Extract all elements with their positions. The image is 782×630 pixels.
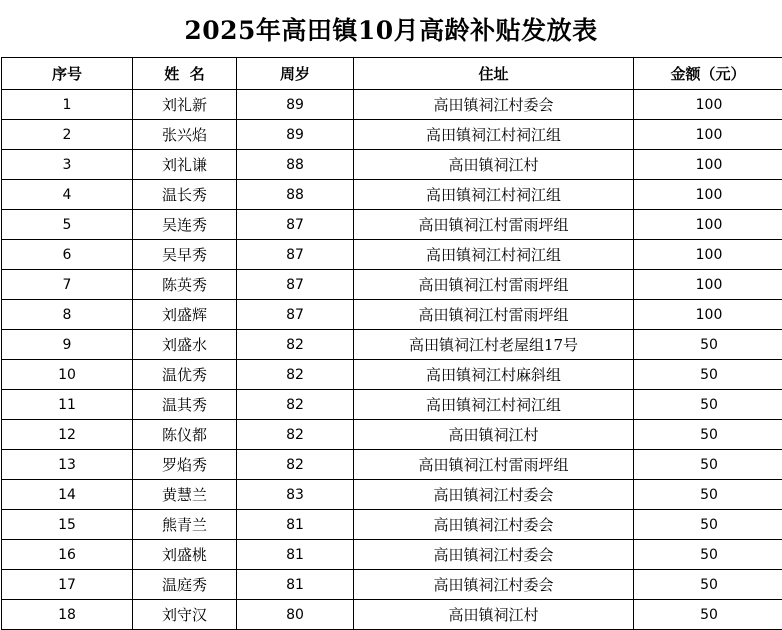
table-row [2, 180, 782, 210]
cell-address: 高田镇祠江村委会 [354, 510, 634, 540]
table-row [2, 120, 782, 150]
table-row [2, 240, 782, 270]
cell-amount: 100 [634, 180, 782, 210]
cell-name: 陈仪都 [133, 420, 237, 450]
cell-age: 88 [237, 150, 354, 180]
cell-age: 82 [237, 420, 354, 450]
cell-name: 罗焰秀 [133, 450, 237, 480]
cell-amount: 100 [634, 150, 782, 180]
cell-index: 13 [2, 450, 133, 480]
cell-amount: 50 [634, 540, 782, 570]
cell-age: 82 [237, 330, 354, 360]
cell-address: 高田镇祠江村委会 [354, 90, 634, 120]
cell-index: 17 [2, 570, 133, 600]
table-row [2, 360, 782, 390]
cell-name: 温优秀 [133, 360, 237, 390]
cell-name: 陈英秀 [133, 270, 237, 300]
cell-address: 高田镇祠江村委会 [354, 540, 634, 570]
cell-index: 12 [2, 420, 133, 450]
cell-address: 高田镇祠江村雷雨坪组 [354, 450, 634, 480]
cell-amount: 50 [634, 450, 782, 480]
table-row [2, 210, 782, 240]
cell-index: 1 [2, 90, 133, 120]
cell-index: 5 [2, 210, 133, 240]
table-header-row [2, 58, 782, 90]
header-name: 姓 名 [133, 58, 237, 90]
cell-address: 高田镇祠江村委会 [354, 570, 634, 600]
cell-index: 16 [2, 540, 133, 570]
cell-age: 81 [237, 510, 354, 540]
subsidy-table [1, 57, 782, 630]
cell-index: 4 [2, 180, 133, 210]
cell-address: 高田镇祠江村祠江组 [354, 180, 634, 210]
table-row [2, 570, 782, 600]
cell-amount: 100 [634, 240, 782, 270]
cell-amount: 100 [634, 300, 782, 330]
table-row [2, 270, 782, 300]
cell-name: 刘盛辉 [133, 300, 237, 330]
cell-amount: 50 [634, 420, 782, 450]
cell-name: 温庭秀 [133, 570, 237, 600]
cell-age: 81 [237, 540, 354, 570]
cell-address: 高田镇祠江村 [354, 600, 634, 630]
cell-address: 高田镇祠江村老屋组17号 [354, 330, 634, 360]
cell-age: 87 [237, 270, 354, 300]
cell-name: 温其秀 [133, 390, 237, 420]
table-row [2, 450, 782, 480]
cell-amount: 50 [634, 510, 782, 540]
cell-address: 高田镇祠江村 [354, 150, 634, 180]
cell-name: 吴连秀 [133, 210, 237, 240]
cell-index: 10 [2, 360, 133, 390]
cell-amount: 100 [634, 210, 782, 240]
cell-age: 82 [237, 450, 354, 480]
cell-address: 高田镇祠江村祠江组 [354, 120, 634, 150]
cell-age: 81 [237, 570, 354, 600]
cell-address: 高田镇祠江村雷雨坪组 [354, 300, 634, 330]
cell-index: 11 [2, 390, 133, 420]
cell-address: 高田镇祠江村雷雨坪组 [354, 270, 634, 300]
cell-address: 高田镇祠江村雷雨坪组 [354, 210, 634, 240]
table-row [2, 420, 782, 450]
cell-age: 89 [237, 120, 354, 150]
header-address: 住址 [354, 58, 634, 90]
cell-name: 刘礼新 [133, 90, 237, 120]
cell-name: 张兴焰 [133, 120, 237, 150]
cell-index: 8 [2, 300, 133, 330]
cell-address: 高田镇祠江村祠江组 [354, 390, 634, 420]
page-title: 2025年高田镇10月高龄补贴发放表 [0, 0, 782, 57]
cell-amount: 50 [634, 360, 782, 390]
cell-name: 刘守汉 [133, 600, 237, 630]
cell-name: 刘礼谦 [133, 150, 237, 180]
cell-amount: 50 [634, 390, 782, 420]
header-index: 序号 [2, 58, 133, 90]
cell-name: 吴早秀 [133, 240, 237, 270]
cell-name: 刘盛桃 [133, 540, 237, 570]
table-row [2, 540, 782, 570]
cell-amount: 100 [634, 90, 782, 120]
cell-address: 高田镇祠江村委会 [354, 480, 634, 510]
cell-age: 82 [237, 360, 354, 390]
table-row [2, 600, 782, 630]
cell-amount: 100 [634, 270, 782, 300]
cell-age: 89 [237, 90, 354, 120]
table-body [2, 90, 782, 630]
cell-index: 7 [2, 270, 133, 300]
cell-age: 87 [237, 210, 354, 240]
table-row [2, 150, 782, 180]
table-row [2, 90, 782, 120]
cell-index: 6 [2, 240, 133, 270]
table-row [2, 510, 782, 540]
cell-age: 80 [237, 600, 354, 630]
cell-index: 2 [2, 120, 133, 150]
cell-name: 温长秀 [133, 180, 237, 210]
cell-index: 3 [2, 150, 133, 180]
cell-index: 14 [2, 480, 133, 510]
cell-amount: 100 [634, 120, 782, 150]
header-age: 周岁 [237, 58, 354, 90]
cell-age: 82 [237, 390, 354, 420]
cell-amount: 50 [634, 600, 782, 630]
cell-name: 熊青兰 [133, 510, 237, 540]
cell-amount: 50 [634, 330, 782, 360]
cell-name: 刘盛水 [133, 330, 237, 360]
cell-address: 高田镇祠江村 [354, 420, 634, 450]
table-row [2, 390, 782, 420]
table-row [2, 330, 782, 360]
cell-name: 黄慧兰 [133, 480, 237, 510]
cell-amount: 50 [634, 480, 782, 510]
cell-age: 87 [237, 240, 354, 270]
header-amount: 金额（元） [634, 58, 782, 90]
cell-index: 15 [2, 510, 133, 540]
cell-age: 88 [237, 180, 354, 210]
table-row [2, 300, 782, 330]
cell-index: 9 [2, 330, 133, 360]
cell-address: 高田镇祠江村麻斜组 [354, 360, 634, 390]
cell-index: 18 [2, 600, 133, 630]
table-row [2, 480, 782, 510]
cell-amount: 50 [634, 570, 782, 600]
cell-age: 87 [237, 300, 354, 330]
cell-age: 83 [237, 480, 354, 510]
cell-address: 高田镇祠江村祠江组 [354, 240, 634, 270]
